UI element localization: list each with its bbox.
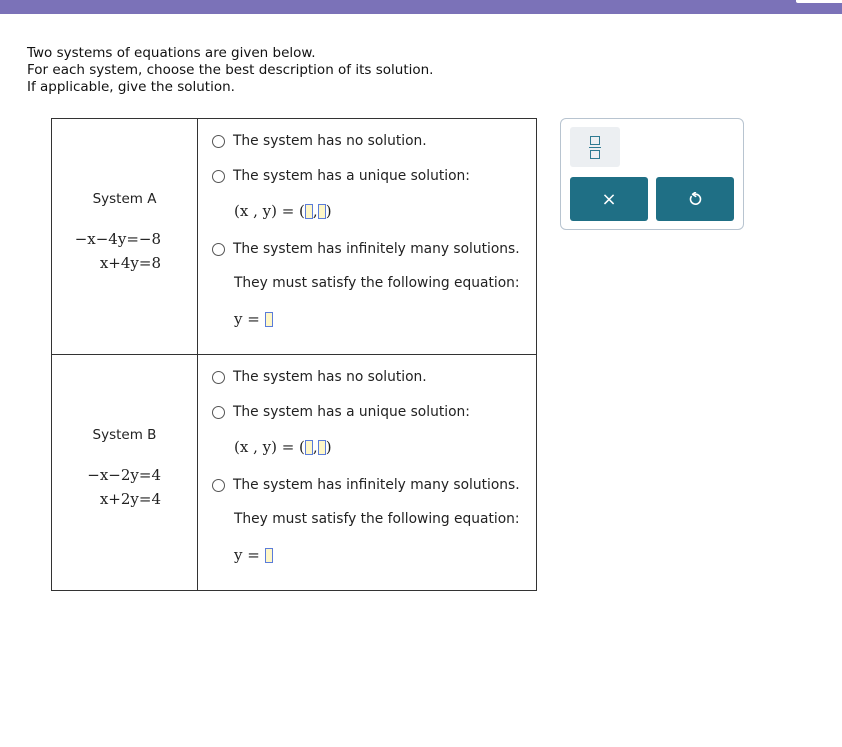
x-input[interactable] <box>305 440 313 455</box>
radio-button[interactable] <box>212 406 225 419</box>
radio-button[interactable] <box>212 479 225 492</box>
x-input[interactable] <box>305 204 313 219</box>
system-b-row <box>52 355 537 591</box>
system-a-unique-option[interactable] <box>212 168 470 184</box>
system-b-options <box>198 355 537 591</box>
system-a-options <box>198 119 537 355</box>
system-b-y-row <box>234 546 273 564</box>
pair-label: (x , y) = <box>234 438 295 456</box>
system-b-equations <box>87 463 161 511</box>
system-b-cell <box>52 355 198 591</box>
system-a-pair-row: (x , y) = ( , ) <box>234 202 332 220</box>
option-label: The system has no solution. <box>233 133 427 149</box>
instruction-line: For each system, choose the best description of its solution. <box>27 62 434 78</box>
system-a-equations <box>75 227 161 275</box>
option-label: The system has a unique solution: <box>233 168 470 184</box>
system-b-no-solution-option[interactable] <box>212 369 427 385</box>
undo-button[interactable] <box>656 177 734 221</box>
fraction-numerator-icon <box>590 136 600 145</box>
option-label: The system has no solution. <box>233 369 427 385</box>
system-a-cell <box>52 119 198 355</box>
undo-icon <box>688 192 702 206</box>
system-a-equation-1: −x−4y=−8 <box>74 230 161 248</box>
system-b-equation-1: −x−2y=4 <box>87 466 161 484</box>
option-label: The system has a unique solution: <box>233 404 470 420</box>
y-input[interactable] <box>318 440 326 455</box>
fraction-denominator-icon <box>590 150 600 159</box>
pair-label: (x , y) = <box>234 202 295 220</box>
system-a-row <box>52 119 537 355</box>
system-a-label: System A <box>92 191 157 207</box>
system-a-no-solution-option[interactable] <box>212 133 427 149</box>
radio-button[interactable] <box>212 371 225 384</box>
system-a-infinite-option[interactable] <box>212 241 520 257</box>
instruction-line: If applicable, give the solution. <box>27 79 235 95</box>
system-b-unique-option[interactable] <box>212 404 470 420</box>
system-b-pair-row: (x , y) = ( , ) <box>234 438 332 456</box>
close-icon: × <box>601 188 617 210</box>
radio-button[interactable] <box>212 170 225 183</box>
top-bar-tab[interactable] <box>796 0 842 3</box>
instructions <box>27 45 433 96</box>
y-input[interactable] <box>318 204 326 219</box>
y-equals-label: y = <box>234 310 260 328</box>
instruction-line: Two systems of equations are given below. <box>27 45 316 61</box>
system-a-satisfy-text: They must satisfy the following equation: <box>234 275 520 291</box>
radio-button[interactable] <box>212 243 225 256</box>
system-b-infinite-option[interactable] <box>212 477 520 493</box>
systems-table <box>51 118 537 591</box>
system-a-equation-2: x+4y=8 <box>99 254 161 272</box>
system-b-equation-2: x+2y=4 <box>99 490 161 508</box>
radio-button[interactable] <box>212 135 225 148</box>
clear-button[interactable] <box>570 177 648 221</box>
option-label: The system has infinitely many solutions. <box>233 477 520 493</box>
y-equals-label: y = <box>234 546 260 564</box>
option-label: The system has infinitely many solutions. <box>233 241 520 257</box>
fraction-button[interactable] <box>570 127 620 167</box>
y-equation-input[interactable] <box>265 312 273 327</box>
math-toolbox <box>560 118 744 230</box>
system-a-y-row <box>234 310 273 328</box>
system-b-label: System B <box>92 427 157 443</box>
top-bar <box>0 0 842 14</box>
system-b-satisfy-text: They must satisfy the following equation: <box>234 511 520 527</box>
y-equation-input[interactable] <box>265 548 273 563</box>
fraction-bar-icon <box>589 147 601 148</box>
